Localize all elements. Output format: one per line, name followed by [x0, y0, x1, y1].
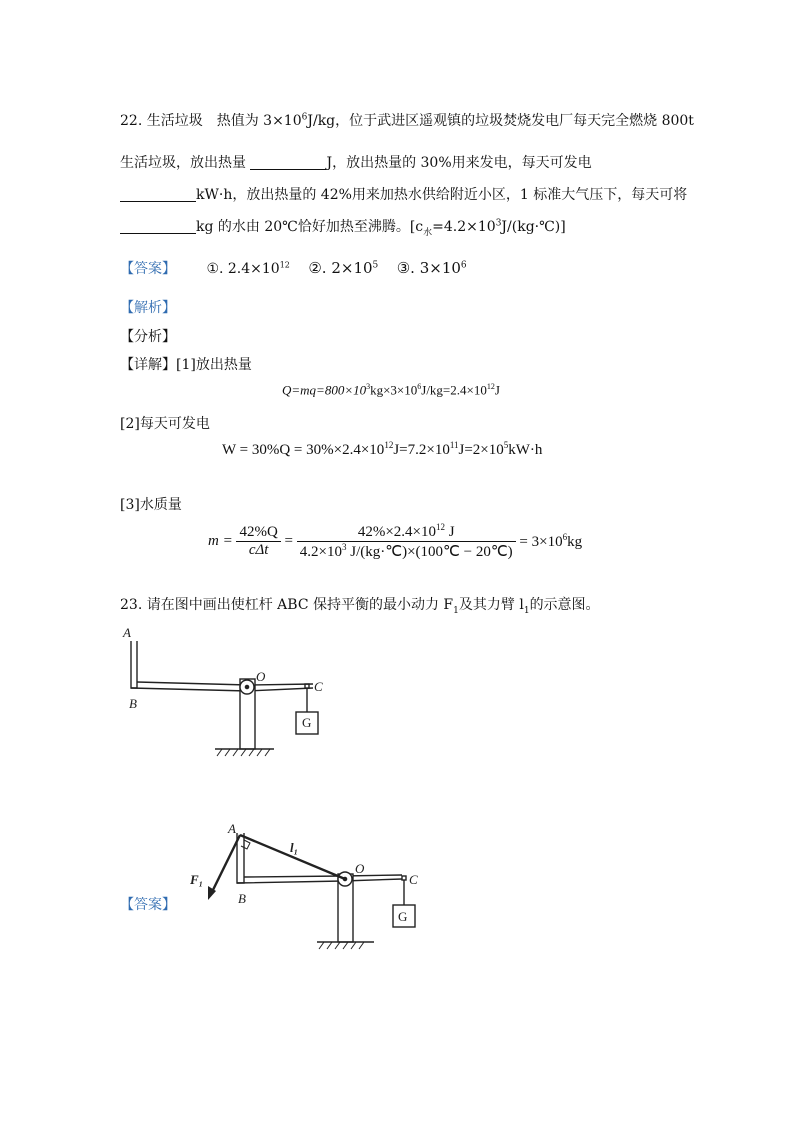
label-l1: l₁ [290, 840, 299, 855]
label-G: G [302, 715, 312, 730]
equation-water-mass: m = $\frac{42\%Q}{\text{cΔt}}$ = $\frac{42\%\times 2.4\times 10^{12} J}{4.2\times 10^3 J/(kg\cdot℃)\times(100℃ - 20℃)}$ = $3\times 10^6kg$ [208, 522, 583, 560]
fenxi-label: 【分析】 [120, 329, 176, 345]
q23-line: 23. 请在图中画出使杠杆 ABC 保持平衡的最小动力 $F_1$及其力臂 $l_1$的示意图。 [120, 597, 600, 616]
q22-line-2: 生活垃圾，放出热量 J，放出热量的 30%用来发电，每天可发电 [120, 155, 592, 171]
answer-label-C: C [409, 872, 418, 887]
label-O: O [256, 669, 266, 684]
analysis-label: 【解析】 [120, 300, 176, 316]
answer-label-O: O [355, 861, 365, 876]
label-B: B [129, 696, 137, 711]
answer-label-A: A [228, 821, 236, 836]
q22-line-1: 22. 生活垃圾 热值为 $3\times 10^6J/kg$，位于武进区遥观镇的垃圾焚烧发电厂每天完全燃烧 800t [120, 112, 694, 129]
step-2-label: [2]每天可发电 [120, 416, 210, 432]
q23-answer-label: 【答案】 [120, 897, 176, 913]
detail-line: 【详解】[1]放出热量 [120, 357, 252, 373]
q22-line-3: kW·h，放出热量的 42%用来加热水供给附近小区，1 标准大气压下，每天可将 [120, 184, 687, 204]
answer-label-B: B [238, 891, 246, 906]
fraction-2: $\frac{42\%\times 2.4\times 10^{12} J}{4.2\times 10^3 J/(kg\cdot℃)\times(100℃ - 20℃)}$ [297, 522, 516, 561]
label-F1: F₁ [190, 872, 204, 887]
label-C: C [314, 679, 323, 694]
q22-line-4: kg 的水由 20℃恰好加热至沸腾。$[c_水=4.2\times 10^3J/(kg\cdot℃)]$ [120, 216, 566, 238]
q22-answer: 【答案】 ①. $2.4\times 10^{12}$ ②. $2\times 10^5$ ③. $3\times 10^6$ [120, 259, 467, 277]
label-A: A [123, 625, 131, 640]
answer-label: 【答案】 [120, 261, 176, 277]
step-3-label: [3]水质量 [120, 497, 182, 513]
answer-label-G: G [398, 909, 408, 924]
equation-electricity: $W = 30\%Q = 30\%\times 2.4\times 10^{12}J=7.2\times 10^{11}J=2\times 10^5kW\cdot h$ [222, 440, 543, 458]
fraction-1: $\frac{42\%Q}{\text{cΔt}}$ [236, 524, 280, 559]
equation-heat: $Q=mq=800\times 10^3kg\times 3\times 10^6J/kg=2.4\times 10^{12}J$ [282, 382, 500, 398]
